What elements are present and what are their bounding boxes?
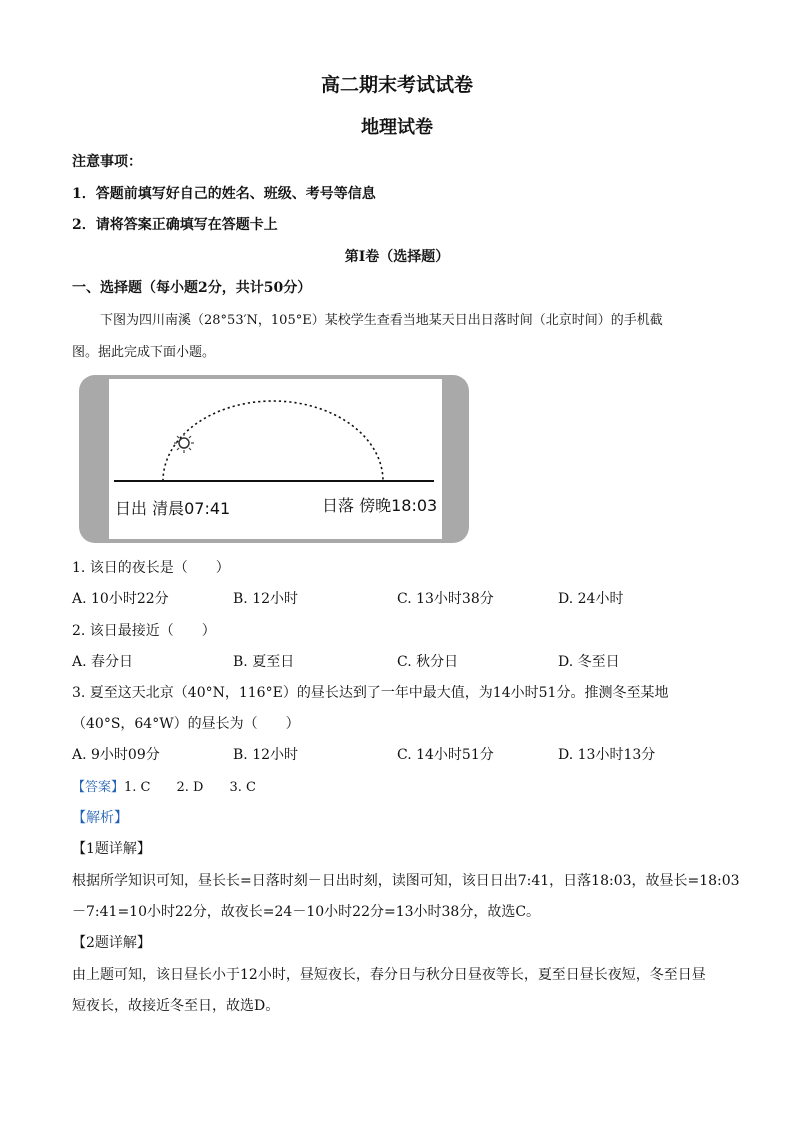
sunrise-label: 日出 清晨07:41 xyxy=(115,499,231,518)
answer-label: 【答案】 xyxy=(72,780,125,795)
question-1-option-b: B. 12小时 xyxy=(233,591,299,607)
question-2-option-b: B. 夏至日 xyxy=(233,654,295,670)
question-2-stem: 2. 该日最接近（ ） xyxy=(72,623,216,639)
sun-path-arc xyxy=(163,401,383,481)
question-2-option-c: C. 秋分日 xyxy=(397,654,459,670)
note-item: 2．请将答案正确填写在答题卡上 xyxy=(72,217,278,233)
sun-icon xyxy=(174,433,194,453)
intro-text: 图。据此完成下面小题。 xyxy=(72,345,216,360)
part-heading: 一、选择题（每小题2分，共计50分） xyxy=(72,280,312,296)
detail-2-label: 【2题详解】 xyxy=(72,935,151,951)
question-3-option-a: A. 9小时09分 xyxy=(72,747,160,763)
detail-2-text: 由上题可知，该日昼长小于12小时，昼短夜长，春分日与秋分日昼夜等长，夏至日昼长夜短，冬至日昼 xyxy=(72,967,706,983)
intro-text: 下图为四川南溪（28°53′N，105°E）某校学生查看当地某天日出日落时间（北京时间）的手机截 xyxy=(100,313,663,328)
question-3-option-c: C. 14小时51分 xyxy=(397,747,494,763)
question-3-stem: （40°S，64°W）的昼长为（ ） xyxy=(72,716,300,732)
answer-text: 1. C 2. D 3. C xyxy=(124,780,256,795)
question-2-option-a: A. 春分日 xyxy=(72,654,134,670)
question-1-option-a: A. 10小时22分 xyxy=(72,591,169,607)
notes-heading: 注意事项： xyxy=(72,154,142,170)
detail-2-text: 短夜长，故接近冬至日，故选D。 xyxy=(72,998,280,1014)
note-item: 1．答题前填写好自己的姓名、班级、考号等信息 xyxy=(72,186,376,202)
analysis-label: 【解析】 xyxy=(72,810,128,826)
question-3-option-b: B. 12小时 xyxy=(233,747,299,763)
page-title: 高二期末考试试卷 xyxy=(320,74,473,96)
question-2-option-d: D. 冬至日 xyxy=(558,654,620,670)
question-3-option-d: D. 13小时13分 xyxy=(558,747,656,763)
question-1-option-d: D. 24小时 xyxy=(558,591,624,607)
detail-1-text: 根据所学知识可知，昼长长=日落时刻－日出时刻，读图可知，该日日出7:41，日落18:03，故昼长=18:03 xyxy=(72,873,740,889)
page-subtitle: 地理试卷 xyxy=(361,117,433,138)
question-3-stem: 3. 夏至这天北京（40°N，116°E）的昼长达到了一年中最大值，为14小时51分。推测冬至某地 xyxy=(72,685,669,701)
sunset-label: 日落 傍晚18:03 xyxy=(322,496,438,515)
section-heading: 第Ⅰ卷（选择题） xyxy=(344,249,450,265)
detail-1-label: 【1题详解】 xyxy=(72,841,151,857)
question-1-option-c: C. 13小时38分 xyxy=(397,591,494,607)
question-1-stem: 1. 该日的夜长是（ ） xyxy=(72,560,230,576)
detail-1-text: －7:41=10小时22分，故夜长=24－10小时22分=13小时38分，故选C。 xyxy=(72,904,541,920)
answer-line xyxy=(72,776,256,795)
